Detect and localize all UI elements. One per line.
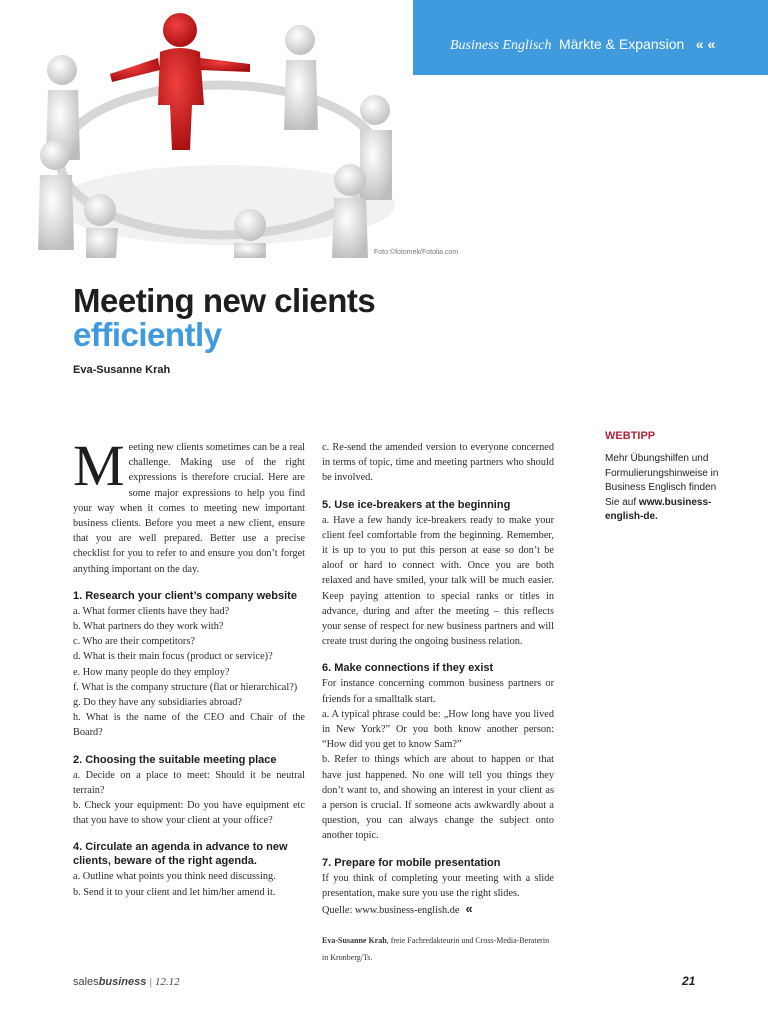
section-label-italic: Business Englisch xyxy=(450,38,552,53)
list-item: e. How many people do they employ? xyxy=(73,666,230,678)
webtipp-link[interactable]: www.business-english-de. xyxy=(605,496,712,522)
author-bio xyxy=(322,932,554,966)
author-byline: Eva-Susanne Krah xyxy=(73,364,171,376)
column-2 xyxy=(322,440,554,918)
section-heading: 7. Prepare for mobile presentation xyxy=(322,856,501,869)
list-item: c. Re-send the amended version to everyone concerned in terms of topic, time and meeting partners who should be involved. xyxy=(322,442,554,484)
section-heading: 5. Use ice-breakers at the beginning xyxy=(322,498,511,511)
source-line: Quelle: www.business-english.de « xyxy=(322,901,473,917)
list-item: b. What partners do they work with? xyxy=(73,621,224,633)
section-header xyxy=(450,36,715,54)
bio-name: Eva-Susanne Krah xyxy=(322,936,387,945)
end-mark-icon: « xyxy=(465,901,473,917)
list-item: g. Do they have any subsidiaries abroad? xyxy=(73,697,242,709)
section-heading: 1. Research your client’s company website xyxy=(73,589,297,602)
column-1 xyxy=(73,433,305,900)
drop-cap: M xyxy=(73,433,125,498)
title-line-1: Meeting new clients xyxy=(73,282,376,319)
photo-credit: Foto:©fotomek/Fotolia.com xyxy=(374,249,459,256)
list-item: a. A typical phrase could be: „How long have you lived in New York?” Or you both know another person: “How did you get to know Sam?” xyxy=(322,708,554,751)
list-item: b. Refer to things which are about to happen or that have just happened. No one will tell you things they don’t want to, and showing an interest in your client as a person is crucial. If someone acts awkwardly about a question, you can always change the subject onto another topic. xyxy=(322,754,554,842)
webtipp-text: Mehr Übungshilfen und Formulierungshinweise in Business Englisch finden Sie auf www.business-english-de. xyxy=(605,453,719,522)
section-label-main: Märkte & Expansion xyxy=(559,36,685,52)
list-item: f. What is the company structure (flat or hierarchical?) xyxy=(73,681,298,693)
list-item: a. Decide on a place to meet: Should it be neutral terrain? xyxy=(73,769,305,796)
list-item: b. Check your equipment: Do you have equipment etc that you have to show your client at your office? xyxy=(73,800,305,827)
list-item: d. What is their main focus (product or service)? xyxy=(73,651,273,663)
webtipp-label: WEBTIPP xyxy=(605,430,656,442)
list-item: a. What former clients have they had? xyxy=(73,605,230,617)
section-heading: 6. Make connections if they exist xyxy=(322,662,494,675)
list-item: c. Who are their competitors? xyxy=(73,636,195,648)
issue-number: | 12.12 xyxy=(146,976,180,988)
webtipp-sidebar xyxy=(605,430,725,525)
list-item: b. Send it to your client and let him/her amend it. xyxy=(73,886,276,898)
section-heading: 4. Circulate an agenda in advance to new clients, beware of the right agenda. xyxy=(73,841,288,868)
bio-text: , freie Fachredakteurin und Cross-Media-Beraterin in Kronberg/Ts. xyxy=(322,936,550,962)
intro-paragraph: Meeting new clients sometimes can be a real challenge. Making use of the right expressions is therefore crucial. Here are some major expressions to help you find your way when it comes to meeting new important business clients. Before you meet a new client, ensure that you are well prepared. Better use a precise checklist for you to refer to and ensure you don’t forget anything important on the day. xyxy=(73,433,305,575)
double-chevron-icon: « « xyxy=(695,36,716,52)
list-item: h. What is the name of the CEO and Chair of the Board? xyxy=(73,712,305,739)
people-circle-illustration xyxy=(0,0,413,258)
list-item: a. Have a few handy ice-breakers ready to make your client feel comfortable from the beginning. Remember, it is up to you to put this person at ease so don’t be aloof or hard to connect with. Once you are both relaxed and have smiled, your talk will be much easier. Keep paying attention to special ranks or titles in advance, during and after the meeting – this reflects your sense of respect for new business partners and will create trust during the ongoing business relation. xyxy=(322,514,554,648)
title-line-2: efficiently xyxy=(73,316,222,353)
page-number: 21 xyxy=(682,974,696,988)
section-heading: 2. Choosing the suitable meeting place xyxy=(73,753,277,766)
article-title xyxy=(73,284,375,352)
list-item: If you think of completing your meeting with a slide presentation, make sure you use the right slides. xyxy=(322,872,554,899)
list-item: a. Outline what points you think need discussing. xyxy=(73,871,276,883)
footer-brand: salesbusiness | 12.12 xyxy=(73,976,180,988)
list-item: For instance concerning common business partners or friends for a smalltalk start. xyxy=(322,678,554,705)
